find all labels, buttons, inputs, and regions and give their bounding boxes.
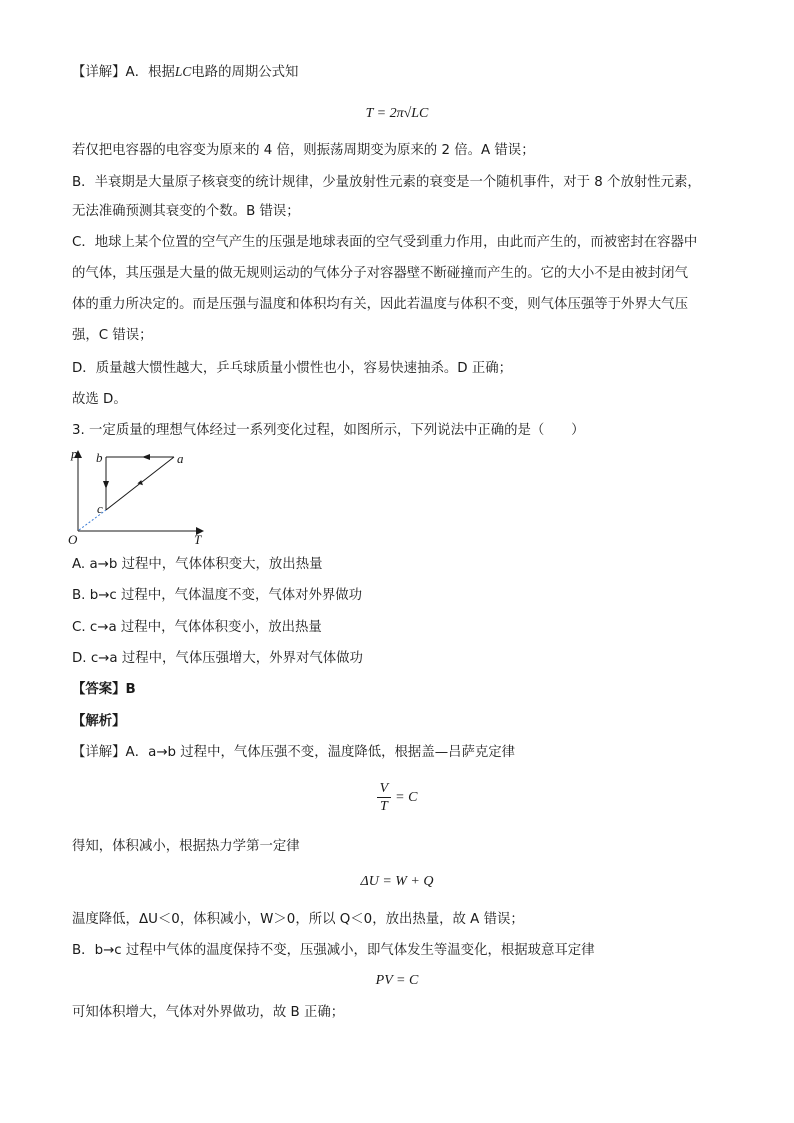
text-line: 若仅把电容器的电容变为原来的 4 倍，则振荡周期变为原来的 2 倍。A 错误； xyxy=(72,143,535,158)
option-d: D. c→a 过程中，气体压强增大，外界对气体做功 xyxy=(72,651,363,666)
arrow-a-b xyxy=(142,454,150,460)
option-b: B. b→c 过程中，气体温度不变，气体对外界做功 xyxy=(72,588,363,603)
t-label: T xyxy=(194,532,202,547)
p-t-diagram xyxy=(66,444,216,548)
analysis-heading: 【解析】 xyxy=(72,714,126,729)
option-a: A. a→b 过程中，气体体积变大，放出热量 xyxy=(72,557,323,572)
text-line: 温度降低，ΔU＜0，体积减小，W＞0，所以 Q＜0，放出热量，故 A 错误； xyxy=(72,912,524,927)
text-line: 体的重力所决定的。而是压强与温度和体积均有关，因此若温度与体积不变，则气体压强等于外界大气压 xyxy=(72,297,688,312)
fraction-v-over-t: $\frac{V}{T}$ xyxy=(377,780,392,815)
text-line: 可知体积增大，气体对外界做功，故 B 正确； xyxy=(72,1005,345,1020)
c-label: c xyxy=(97,501,103,516)
text-line: 的气体，其压强是大量的做无规则运动的气体分子对容器壁不断碰撞而产生的。它的大小不是由被封闭气 xyxy=(72,266,688,281)
p-label: p xyxy=(71,446,78,461)
period-formula: T = 2π√LC xyxy=(365,106,429,121)
text-line: C．地球上某个位置的空气产生的压强是地球表面的空气受到重力作用，由此而产生的，而被密封在容器中 xyxy=(72,235,698,250)
b-label: b xyxy=(96,450,103,465)
detail2-a-intro: 【详解】A．a→b 过程中，气体压强不变，温度降低，根据盖—吕萨克定律 xyxy=(72,745,516,760)
text-line: 无法准确预测其衰变的个数。B 错误； xyxy=(72,204,300,219)
text-line: 得知，体积减小，根据热力学第一定律 xyxy=(72,839,300,854)
arrow-b-c xyxy=(103,481,109,489)
gay-lussac-formula: $\frac{V}{T}$ = C xyxy=(0,780,794,815)
first-law-formula: ΔU = W + Q xyxy=(360,874,434,889)
option-c: C. c→a 过程中，气体体积变小，放出热量 xyxy=(72,620,322,635)
a-label: a xyxy=(177,451,184,466)
detail-a-intro: 【详解】A．根据LC电路的周期公式知 xyxy=(72,64,299,80)
answer: 【答案】B xyxy=(72,682,136,697)
text-line: B．半衰期是大量原子核衰变的统计规律，少量放射性元素的衰变是一个随机事件，对于 8 个放射性元素， xyxy=(72,175,701,190)
text-line: 故选 D。 xyxy=(72,392,127,407)
o-label: O xyxy=(68,532,78,547)
lc-symbol: LC xyxy=(174,64,192,79)
question-stem: 3. 一定质量的理想气体经过一系列变化过程，如图所示，下列说法中正确的是（ ） xyxy=(72,423,585,438)
text-line: B．b→c 过程中气体的温度保持不变，压强减小，即气体发生等温变化，根据玻意耳定律 xyxy=(72,943,595,958)
text-line: D．质量越大惯性越大，乒乓球质量小惯性也小，容易快速抽杀。D 正确； xyxy=(72,361,512,376)
boyle-formula: PV = C xyxy=(375,973,419,988)
text-line: 强，C 错误； xyxy=(72,328,153,343)
